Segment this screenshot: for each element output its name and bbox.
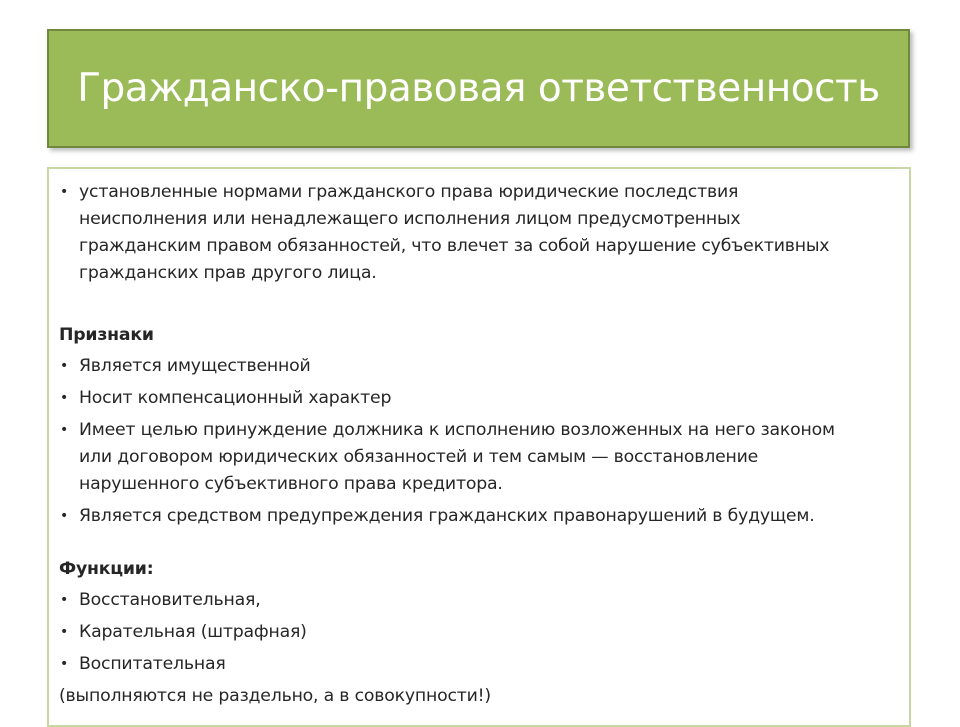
bullet-icon: • [60, 390, 69, 406]
sign-item [58, 417, 895, 498]
function-item [58, 587, 895, 614]
definition-line: установленные нормами гражданского права юридические последствия [79, 182, 739, 202]
bullet-icon: • [60, 358, 69, 374]
bullet-icon: • [60, 656, 69, 672]
function-item [58, 619, 895, 646]
sign-line: Является имущественной [79, 356, 311, 376]
definition-line: гражданских прав другого лица. [79, 263, 377, 283]
content-panel [47, 167, 911, 727]
sign-line: Носит компенсационный характер [79, 388, 392, 408]
functions-heading: Функции: [59, 559, 154, 579]
sign-item [58, 385, 895, 412]
function-label: Восстановительная, [79, 590, 261, 610]
sign-item [58, 353, 895, 380]
title-banner [47, 29, 910, 148]
definition-item [58, 179, 895, 287]
content-body [58, 179, 895, 710]
bullet-icon: • [60, 184, 69, 200]
function-label: Воспитательная [79, 654, 226, 674]
slide-title: Гражданско-правовая ответственность [77, 66, 880, 111]
sign-item [58, 503, 895, 530]
bullet-icon: • [60, 508, 69, 524]
sign-line: Является средством предупреждения гражданских правонарушений в будущем. [79, 506, 815, 526]
definition-line: гражданским правом обязанностей, что влечет за собой нарушение субъективных [79, 236, 830, 256]
function-label: Карательная (штрафная) [79, 622, 307, 642]
sign-line: нарушенного субъективного права кредитора. [79, 474, 503, 494]
bullet-icon: • [60, 592, 69, 608]
sign-line: или договором юридических обязанностей и тем самым — восстановление [79, 447, 759, 467]
sign-line: Имеет целью принуждение должника к исполнению возложенных на него законом [79, 420, 835, 440]
signs-heading: Признаки [59, 325, 154, 345]
function-item [58, 651, 895, 678]
bullet-icon: • [60, 422, 69, 438]
bullet-icon: • [60, 624, 69, 640]
functions-note: (выполняются не раздельно, а в совокупности!) [59, 686, 491, 706]
definition-line: неисполнения или ненадлежащего исполнения лицом предусмотренных [79, 209, 741, 229]
